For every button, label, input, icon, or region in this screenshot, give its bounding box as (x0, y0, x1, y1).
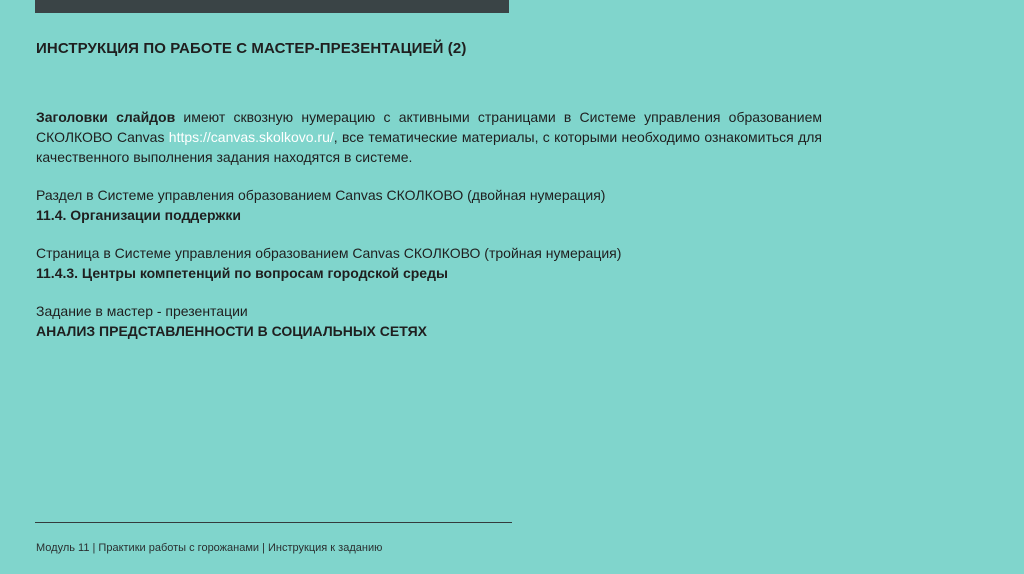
page-block (36, 243, 822, 283)
footer-divider (35, 522, 512, 523)
section-block (36, 185, 822, 225)
task-label: Задание в мастер - презентации (36, 303, 248, 319)
intro-text-before-link: имеют сквозную нумерацию с активными страницами в Системе управления образованием СКОЛКОВО Canvas (36, 109, 822, 145)
task-value: АНАЛИЗ ПРЕДСТАВЛЕННОСТИ В СОЦИАЛЬНЫХ СЕТЯХ (36, 323, 427, 339)
section-label: Раздел в Системе управления образованием Canvas СКОЛКОВО (двойная нумерация) (36, 187, 606, 203)
footer-text: Модуль 11 | Практики работы с горожанами | Инструкция к заданию (36, 542, 383, 554)
page-label: Страница в Системе управления образованием Canvas СКОЛКОВО (тройная нумерация) (36, 245, 622, 261)
slide-content (36, 107, 822, 341)
page-value: 11.4.3. Центры компетенций по вопросам городской среды (36, 265, 448, 281)
slide-title: ИНСТРУКЦИЯ ПО РАБОТЕ С МАСТЕР-ПРЕЗЕНТАЦИЕЙ (2) (36, 40, 467, 57)
intro-paragraph (36, 107, 822, 167)
top-bar (35, 0, 509, 13)
canvas-link[interactable]: https://canvas.skolkovo.ru/ (168, 129, 334, 145)
intro-bold: Заголовки слайдов (36, 109, 176, 125)
task-block (36, 301, 822, 341)
section-value: 11.4. Организации поддержки (36, 207, 241, 223)
intro-text-after-link: , все тематические материалы, с которыми необходимо ознакомиться для качественного выполнения задания находятся в системе. (36, 129, 822, 165)
